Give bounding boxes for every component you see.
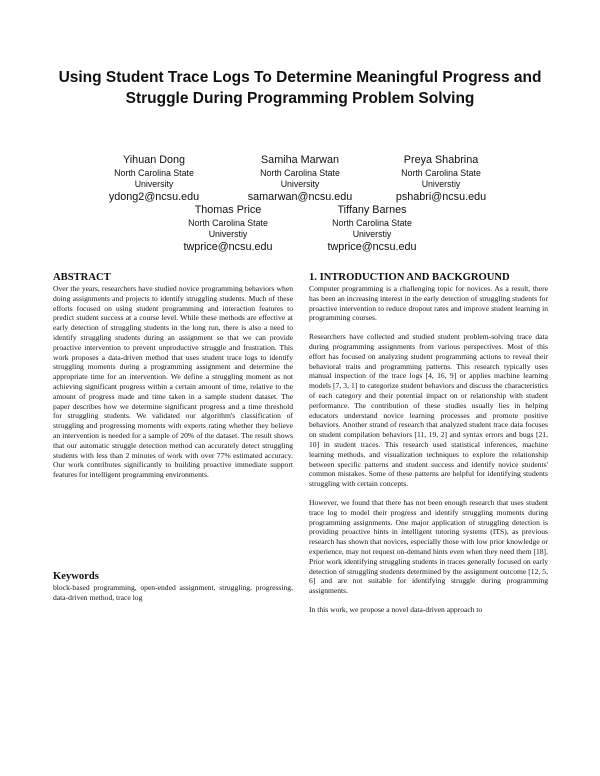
abstract-paragraph: Over the years, researchers have studied novice programming behaviors when doing assignments and projects to identify struggling students. Much of these efforts focused on using student programming and interaction features to predict student success at a course level. While these methods are effective at early detection of struggling students in the long run, there is also a need to identify struggling students during an assignment so that we can provide proactive intervention to prevent unproductive struggle and frustration. This work proposes a data-driven method that uses student trace logs to identify struggling moments during a programming assignment and determine the appropriate time for an intervention. We define a struggling moment as not achieving significant progress within a certain amount of time, relative to the amount of progress made and time taken in a sample student dataset. The paper describes how we determine significant progress and a time threshold for struggling students. We validated our algorithm's classification of struggling and progressing moments with experts rating whether they believe an intervention is needed for a sample of 20% of the dataset. The result shows that our automatic struggle detection method can accurately detect struggling students with less than 2 minutes of work with over 77% estimated accuracy. Our work contributes significantly to building proactive immediate support features for intelligent programming environments.	[53, 284, 293, 480]
introduction-paragraph: Researchers have collected and studied student problem-solving trace data during programming assignments from various perspectives. Most of this effort has focused on analyzing student programming actions to reveal their behavioral traits and programming patterns. This research typically uses manual inspection of the trace logs [4, 16, 9] or applies machine learning models [7, 3, 1] to categorize student behaviors and discuss the characteristics of each category and their potential impact on or relationship with student performance. The contribution of these studies usually lies in helping educators understand novice learning processes and promote positive behaviors. Another strand of research that analyzed student trace data focuses on student compilation behaviors [11, 19, 2] and syntax errors and bugs [21, 10] in student traces. This research used statistical inferences, machine learning methods, and visualization techniques to explore the relationship between specific patterns and student success and identify novice students' common mistakes. Some of these patterns are helpful for identifying students struggling with certain concepts.	[309, 332, 548, 489]
author-block	[353, 153, 529, 204]
introduction-heading: 1. INTRODUCTION AND BACKGROUND	[309, 272, 510, 283]
author-affiliation: North Carolina State	[114, 168, 194, 178]
author-name: Thomas Price	[194, 204, 262, 216]
author-affiliation: Universtiy	[352, 228, 392, 239]
abstract-body	[53, 284, 293, 489]
author-affiliation: Universtiy	[421, 178, 461, 189]
keywords-paragraph: block-based programming, open-ended assignment, struggling, progressing, data-driven method, trace log	[53, 583, 293, 602]
author-email[interactable]: ydong2@ncsu.edu	[108, 191, 200, 203]
author-email[interactable]: pshabri@ncsu.edu	[395, 191, 487, 203]
author-affiliation: North Carolina State	[260, 168, 340, 178]
keywords-heading: Keywords	[53, 571, 99, 582]
author-email[interactable]: twprice@ncsu.edu	[327, 241, 417, 253]
introduction-paragraph: Computer programming is a challenging topic for novices. As a result, there has been an increasing interest in the early detection of struggling students for proactive intervention to reduce dropout rates and improve student learning in programming courses.	[309, 284, 548, 323]
author-affiliation: North Carolina State	[332, 218, 412, 228]
author-affiliation: Universtiy	[208, 228, 248, 239]
author-affiliation: North Carolina State	[188, 218, 268, 228]
author-name: Preya Shabrina	[403, 154, 479, 166]
author-affiliation: University	[280, 178, 320, 189]
author-affiliation: North Carolina State	[401, 168, 481, 178]
author-email[interactable]: twprice@ncsu.edu	[183, 241, 273, 253]
introduction-paragraph: However, we found that there has not been enough research that uses student trace log to model their progress and identify struggling moments during programming assignments. One major application of struggling detection is providing proactive hints in intelligent tutoring systems (ITS), as previous research has shown that novices, especially those with low prior knowledge or experience, may not request on-demand hints even when they need them [18]. Prior work identifying struggling students in traces generally focused on early detection of struggling students determined by the assignment outcome [12, 5, 6] and are not suitable for identifying struggle during programming assignments.	[309, 497, 548, 596]
author-email[interactable]: samarwan@ncsu.edu	[247, 191, 353, 203]
introduction-body	[309, 284, 548, 624]
author-block	[284, 203, 460, 254]
introduction-paragraph: In this work, we propose a novel data-driven approach to	[309, 604, 483, 614]
author-affiliation: University	[134, 178, 174, 189]
author-name: Yihuan Dong	[122, 154, 186, 166]
keywords-body	[53, 583, 293, 612]
author-name: Tiffany Barnes	[337, 204, 407, 216]
abstract-heading: ABSTRACT	[53, 272, 111, 283]
paper-title: Using Student Trace Logs To Determine Meaningful Progress and Struggle During Programming Problem Solving	[58, 69, 542, 107]
author-name: Samiha Marwan	[260, 154, 339, 166]
